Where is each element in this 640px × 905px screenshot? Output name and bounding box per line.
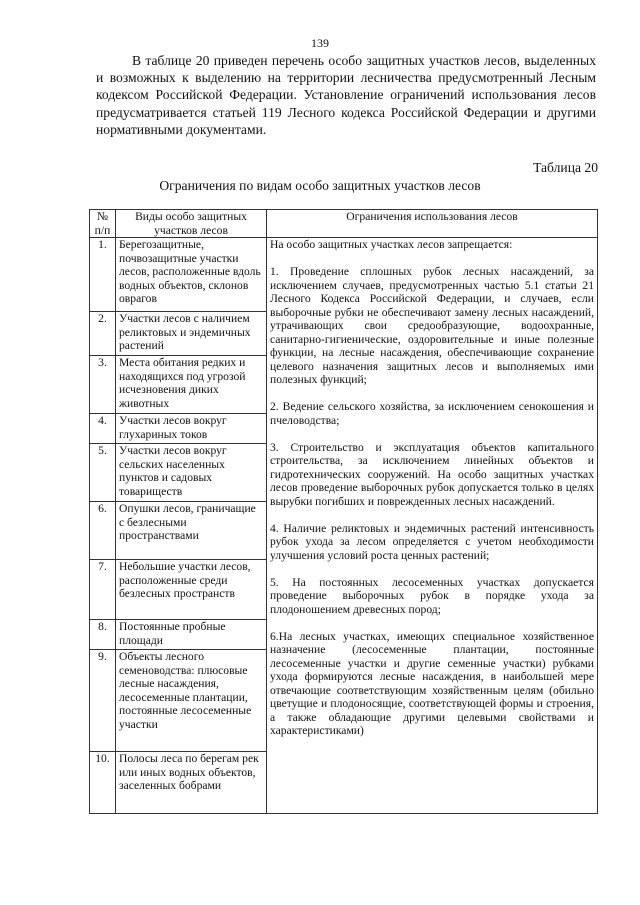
page-number: 139 bbox=[311, 36, 329, 50]
table-title: Ограничения по видам особо защитных участков лесов bbox=[159, 178, 481, 193]
forest-area-type: Объекты лесного семеноводства: плюсовые лесные насаждения, лесосеменные плантации, постоянные лесосеменные участки bbox=[116, 650, 267, 752]
intro-paragraph: В таблице 20 приведен перечень особо защитных участков лесов, выделенных и возможных к выделению на территории лесничества предусмотренный Лесным кодексом Российской Федерации. Установление ограничений использования лесов предусматривается статьей 119 Лесного кодекса Российской Федерации и другими нормативными документами. bbox=[96, 53, 596, 137]
row-number: 3. bbox=[90, 356, 116, 414]
table-header-row bbox=[90, 210, 598, 238]
restrictions-cell bbox=[267, 238, 598, 814]
header-forest-area-type: Виды особо защитных участков лесов bbox=[116, 210, 267, 238]
restriction-item: 5. На постоянных лесосеменных участках допускается проведение выборочных рубок в порядке ухода за плодоношением древесных пород; bbox=[270, 575, 594, 616]
forest-area-type: Участки лесов вокруг глухариных токов bbox=[116, 414, 267, 444]
restriction-item: 2. Ведение сельского хозяйства, за исключением сенокошения и пчеловодства; bbox=[270, 400, 594, 427]
forest-area-type: Берегозащитные, почвозащитные участки лесов, расположенные вдоль водных объектов, склонов оврагов bbox=[116, 238, 267, 312]
row-number: 10. bbox=[90, 752, 116, 814]
forest-area-type: Места обитания редких и находящихся под угрозой исчезновения диких животных bbox=[116, 356, 267, 414]
row-number: 6. bbox=[90, 502, 116, 560]
restriction-item: 3. Строительство и эксплуатация объектов капитального строительства, за исключением линейных объектов и гидротехнических сооружений. На особо защитных участках лесов проведение выборочных рубок допускается только в целях вырубки погибших и поврежденных лесных насаждений. bbox=[270, 440, 594, 508]
forest-area-type: Участки лесов с наличием реликтовых и эндемичных растений bbox=[116, 312, 267, 356]
row-number: 8. bbox=[90, 620, 116, 650]
forest-area-type: Участки лесов вокруг сельских населенных пунктов и садовых товариществ bbox=[116, 444, 267, 502]
restriction-item: 4. Наличие реликтовых и эндемичных растений интенсивность рубок ухода за лесом определяется с учетом необходимости улучшения условий роста ценных растений; bbox=[270, 521, 594, 562]
row-number: 2. bbox=[90, 312, 116, 356]
forest-area-type: Постоянные пробные площади bbox=[116, 620, 267, 650]
table-row bbox=[90, 238, 598, 312]
restrictions-table bbox=[89, 209, 598, 814]
header-number: № п/п bbox=[90, 210, 116, 238]
restriction-item: 1. Проведение сплошных рубок лесных насаждений, за исключением случаев, предусмотренных частью 5.1 статьи 21 Лесного Кодекса Российской Федерации, и случаев, если выборочные рубки не обеспечивают замену лесных насаждений, утрачивающих свои средообразующие, водоохранные, санитарно-гигиенические, оздоровительные и иные полезные функции, на лесные насаждения, обеспечивающие сохранение целевого назначения защитных лесов и выполняемых ими полезных функций; bbox=[270, 265, 594, 386]
restriction-item: 6.На лесных участках, имеющих специальное хозяйственное назначение (лесосеменные плантации, постоянные лесосеменные участки и другие семенные участки) рубками ухода формируются лесные насаждения, в наибольшей мере отвечающие соответствующим хозяйственным целям (обильно цветущие и плодоносящие, соответствующей формы и строения, а также обладающие другими целевыми свойствами и характеристиками) bbox=[270, 629, 594, 737]
row-number: 9. bbox=[90, 650, 116, 752]
row-number: 1. bbox=[90, 238, 116, 312]
header-restrictions: Ограничения использования лесов bbox=[267, 210, 598, 238]
row-number: 5. bbox=[90, 444, 116, 502]
forest-area-type: Небольшие участки лесов, расположенные среди безлесных пространств bbox=[116, 560, 267, 620]
forest-area-type: Опушки лесов, граничащие с безлесными пространствами bbox=[116, 502, 267, 560]
forest-area-type: Полосы леса по берегам рек или иных водных объектов, заселенных бобрами bbox=[116, 752, 267, 814]
row-number: 4. bbox=[90, 414, 116, 444]
row-number: 7. bbox=[90, 560, 116, 620]
restriction-intro: На особо защитных участках лесов запрещается: bbox=[270, 238, 513, 251]
table-caption: Таблица 20 bbox=[533, 160, 598, 175]
